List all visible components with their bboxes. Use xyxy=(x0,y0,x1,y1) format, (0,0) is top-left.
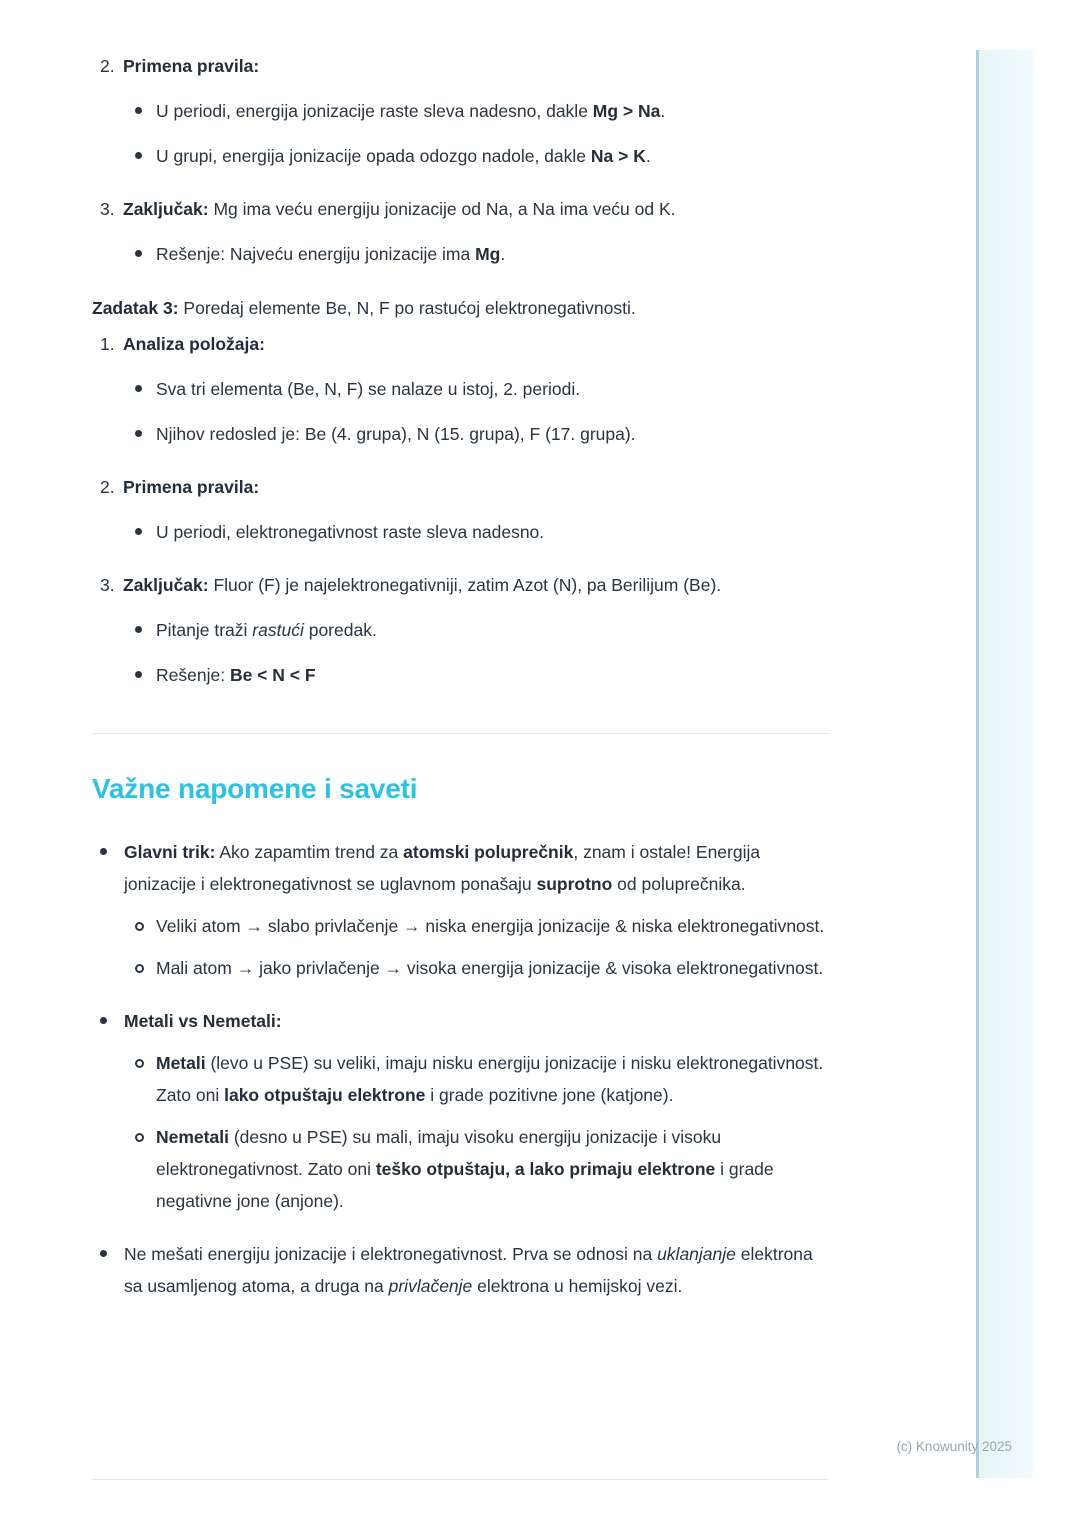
bullet-text: U periodi, elektronegativnost raste sleva nadesno. xyxy=(156,522,545,542)
item-title: Analiza položaja: xyxy=(123,334,265,354)
bullet-icon xyxy=(135,238,156,270)
note-subtext: Nemetali (desno u PSE) su mali, imaju visoku energiju jonizacije i visoku elektronegativnost. Zato oni teško otpuštaju, a lako primaju elektrone i grade negativne jone (anjone). xyxy=(156,1127,774,1211)
bullet-icon xyxy=(135,418,156,450)
bullet-icon xyxy=(135,95,156,127)
note-item xyxy=(92,1005,830,1217)
task3-paragraph: Zadatak 3: Poredaj elemente Be, N, F po rastućoj elektronegativnosti. xyxy=(92,298,636,318)
item-title: Zaključak: Fluor (F) je najelektronegativniji, zatim Azot (N), pa Berilijum (Be). xyxy=(123,575,722,595)
note-text: Metali vs Nemetali: xyxy=(124,1011,282,1031)
bullet-icon xyxy=(135,140,156,172)
note-subtext: Metali (levo u PSE) su veliki, imaju nisku energiju jonizacije i nisku elektronegativnost. Zato oni lako otpuštaju elektrone i grade pozitivne jone (katjone). xyxy=(156,1053,824,1105)
item-number: 2. xyxy=(100,477,115,497)
bullet-item xyxy=(92,140,830,172)
item-title: Primena pravila: xyxy=(123,477,260,497)
note-text: Ne mešati energiju jonizacije i elektronegativnost. Prva se odnosi na uklanjanje elektrona sa usamljenog atoma, a druga na privlačenje elektrona u hemijskoj vezi. xyxy=(124,1244,813,1296)
section-divider xyxy=(92,733,830,734)
note-subtext: Veliki atom → slabo privlačenje → niska energija jonizacije & niska elektronegativnost. xyxy=(156,916,825,936)
bullet-list xyxy=(92,373,830,450)
bottom-divider xyxy=(92,1479,828,1480)
bullet-item xyxy=(92,238,830,270)
numbered-list-task3 xyxy=(92,328,830,691)
bullet-text: Njihov redosled je: Be (4. grupa), N (15. grupa), F (17. grupa). xyxy=(156,424,636,444)
list-item xyxy=(92,569,830,691)
bullet-text: Pitanje traži rastući poredak. xyxy=(156,620,377,640)
item-number: 1. xyxy=(100,334,115,354)
bullet-item xyxy=(92,659,830,691)
bullet-list xyxy=(92,516,830,548)
bullet-text: Rešenje: Be < N < F xyxy=(156,665,316,685)
list-item xyxy=(92,328,830,450)
notes-list xyxy=(92,836,830,1302)
page-edge-highlight-bar xyxy=(976,50,1033,1478)
bullet-item xyxy=(92,516,830,548)
bullet-icon xyxy=(135,516,156,548)
bullet-list xyxy=(92,238,830,270)
bullet-item xyxy=(92,95,830,127)
bullet-list xyxy=(92,95,830,172)
bullet-text: Sva tri elementa (Be, N, F) se nalaze u istoj, 2. periodi. xyxy=(156,379,581,399)
list-item xyxy=(92,50,830,172)
item-number: 3. xyxy=(100,199,115,219)
bullet-text: U periodi, energija jonizacije raste sleva nadesno, dakle Mg > Na. xyxy=(156,101,666,121)
list-item xyxy=(92,193,830,270)
bullet-icon xyxy=(135,373,156,405)
numbered-list-task2 xyxy=(92,50,830,270)
note-item xyxy=(92,836,830,984)
section-heading: Važne napomene i saveti xyxy=(92,773,418,804)
document-content xyxy=(92,50,830,1302)
note-item xyxy=(92,1238,830,1302)
item-title: Zaključak: Mg ima veću energiju jonizacije od Na, a Na ima veću od K. xyxy=(123,199,676,219)
item-title: Primena pravila: xyxy=(123,56,260,76)
note-subtext: Mali atom → jako privlačenje → visoka energija jonizacije & visoka elektronegativnost. xyxy=(156,958,824,978)
note-text: Glavni trik: Ako zapamtim trend za atomski poluprečnik, znam i ostale! Energija jonizacije i elektronegativnost se uglavnom ponašaju suprotno od poluprečnika. xyxy=(124,842,761,894)
bullet-list xyxy=(92,614,830,691)
bullet-item xyxy=(92,418,830,450)
item-number: 3. xyxy=(100,575,115,595)
list-item xyxy=(92,471,830,548)
bullet-text: Rešenje: Najveću energiju jonizacije ima Mg. xyxy=(156,244,506,264)
bullet-text: U grupi, energija jonizacije opada odozgo nadole, dakle Na > K. xyxy=(156,146,651,166)
bullet-icon xyxy=(135,659,156,691)
item-number: 2. xyxy=(100,56,115,76)
copyright-watermark: (c) Knowunity 2025 xyxy=(896,1439,1012,1454)
bullet-item xyxy=(92,614,830,646)
bullet-icon xyxy=(135,614,156,646)
bullet-item xyxy=(92,373,830,405)
